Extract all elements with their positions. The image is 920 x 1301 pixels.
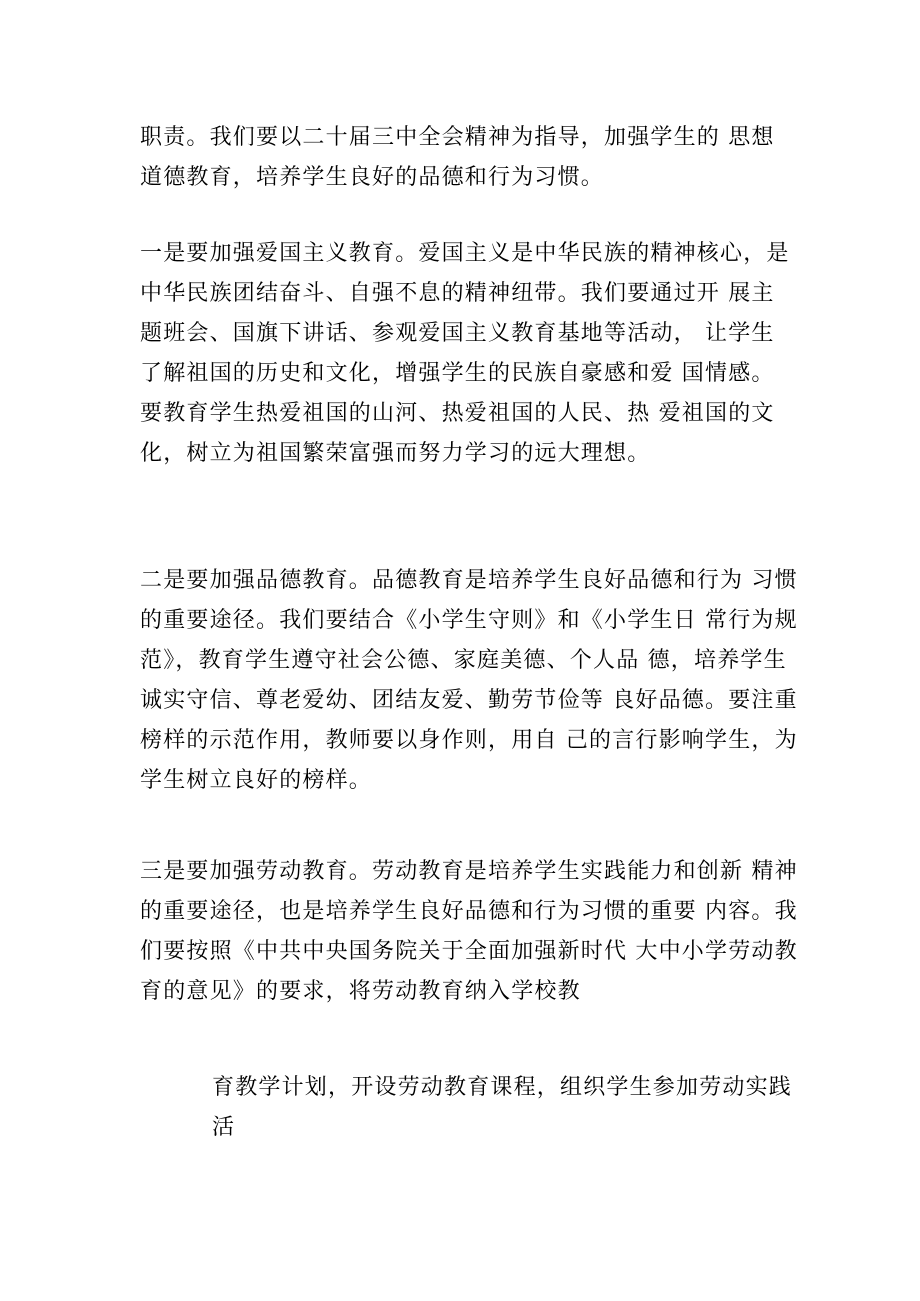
paragraph-continuation	[212, 1068, 802, 1148]
text-line: 了解祖国的历史和文化，增强学生的民族自豪感和爱 国情感。	[140, 361, 775, 386]
paragraph-intro	[140, 118, 800, 198]
text-line: 榜样的示范作用，教师要以身作则，用自 己的言行影响学生，为	[140, 728, 798, 753]
text-line: 化，树立为祖国繁荣富强而努力学习的远大理想。	[140, 441, 651, 466]
text-line: 三是要加强劳动教育。劳动教育是培养学生实践能力和创新 精神	[140, 859, 798, 884]
text-line: 道德教育，培养学生良好的品德和行为习惯。	[140, 165, 605, 190]
text-line: 题班会、国旗下讲话、参观爱国主义教育基地等活动， 让学生	[140, 321, 775, 346]
text-line: 学生树立良好的榜样。	[140, 768, 373, 793]
text-line: 中华民族团结奋斗、自强不息的精神纽带。我们要通过开 展主	[140, 281, 775, 306]
text-line: 活	[212, 1115, 236, 1140]
text-line: 职责。我们要以二十届三中全会精神为指导，加强学生的 思想	[140, 125, 775, 150]
text-line: 诚实守信、尊老爱幼、团结友爱、勤劳节俭等 良好品德。要注重	[140, 688, 798, 713]
paragraph-morality	[140, 561, 800, 801]
paragraph-patriotism	[140, 234, 800, 474]
text-line: 的重要途径，也是培养学生良好品德和行为习惯的重要 内容。我	[140, 899, 798, 924]
text-line: 一是要加强爱国主义教育。爱国主义是中华民族的精神核心，是	[140, 241, 790, 266]
text-line: 的重要途径。我们要结合《小学生守则》和《小学生日 常行为规	[140, 608, 798, 633]
text-line: 育的意见》的要求，将劳动教育纳入学校教	[140, 979, 581, 1004]
text-line: 范》，教育学生遵守社会公德、家庭美德、个人品 德，培养学生	[140, 648, 787, 673]
text-line: 们要按照《中共中央国务院关于全面加强新时代 大中小学劳动教	[140, 939, 798, 964]
paragraph-labor	[140, 852, 800, 1012]
text-line: 育教学计划，开设劳动教育课程，组织学生参加劳动实践	[212, 1075, 793, 1100]
text-line: 二是要加强品德教育。品德教育是培养学生良好品德和行为 习惯	[140, 568, 798, 593]
text-line: 要教育学生热爱祖国的山河、热爱祖国的人民、热 爱祖国的文	[140, 401, 775, 426]
